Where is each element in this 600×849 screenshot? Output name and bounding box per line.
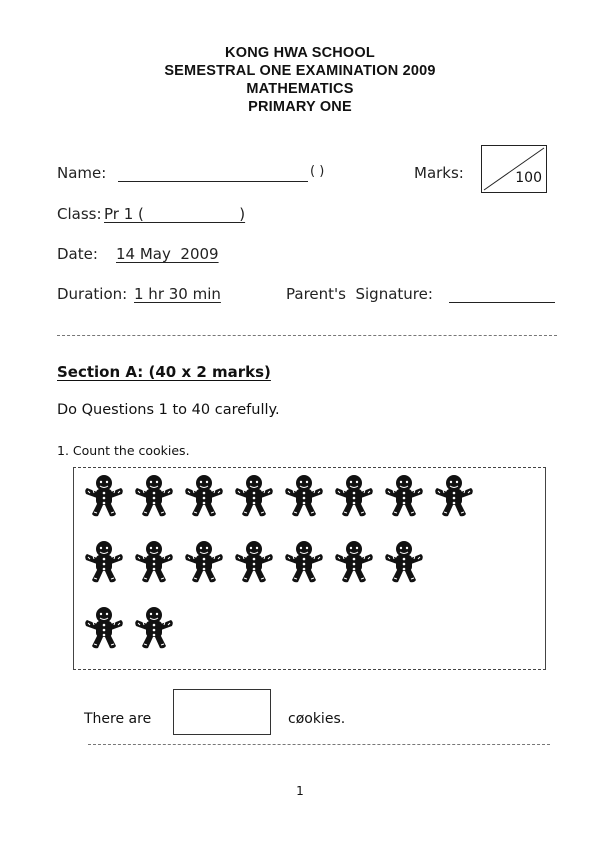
gingerbread-man-icon (134, 606, 174, 650)
question-separator-line (88, 744, 550, 745)
marks-box (481, 145, 547, 193)
page-number: 1 (296, 784, 304, 798)
answer-box[interactable] (173, 689, 271, 735)
question-1-prompt: 1. Count the cookies. (57, 443, 190, 458)
date-value: 14 May 2009 (116, 245, 219, 263)
gingerbread-man-icon (234, 474, 274, 518)
gingerbread-man-icon (84, 606, 124, 650)
class-value[interactable]: Pr 1 ( ) (104, 205, 246, 223)
subject-title: MATHEMATICS (246, 81, 354, 97)
gingerbread-man-icon (334, 540, 374, 584)
gingerbread-man-icon (384, 540, 424, 584)
gingerbread-man-icon (334, 474, 374, 518)
cookie-picture-box (73, 467, 546, 670)
answer-suffix: cøokies. (288, 711, 346, 727)
gingerbread-man-icon (134, 540, 174, 584)
exam-header (0, 44, 600, 116)
section-title: Section A: (40 x 2 marks) (57, 363, 271, 381)
answer-prefix: There are (84, 711, 152, 727)
separator-line (57, 335, 557, 336)
gingerbread-man-icon (284, 474, 324, 518)
signature-field[interactable] (449, 302, 555, 303)
gingerbread-man-icon (84, 540, 124, 584)
level-title: PRIMARY ONE (248, 99, 352, 115)
duration-label: Duration: (57, 285, 128, 303)
name-index-paren: ( ) (310, 164, 325, 179)
name-field[interactable] (118, 181, 308, 182)
marks-total: 100 (515, 170, 542, 186)
gingerbread-man-icon (184, 474, 224, 518)
exam-title: SEMESTRAL ONE EXAMINATION 2009 (164, 63, 436, 79)
school-name: KONG HWA SCHOOL (225, 45, 375, 61)
gingerbread-man-icon (284, 540, 324, 584)
class-label: Class: (57, 205, 102, 223)
marks-label: Marks: (414, 164, 464, 182)
section-instruction: Do Questions 1 to 40 carefully. (57, 402, 280, 418)
gingerbread-man-icon (434, 474, 474, 518)
date-label: Date: (57, 245, 98, 263)
name-label: Name: (57, 164, 107, 182)
gingerbread-man-icon (184, 540, 224, 584)
gingerbread-man-icon (384, 474, 424, 518)
gingerbread-man-icon (84, 474, 124, 518)
duration-value: 1 hr 30 min (134, 285, 221, 303)
signature-label: Parent's Signature: (286, 285, 433, 303)
gingerbread-man-icon (234, 540, 274, 584)
gingerbread-man-icon (134, 474, 174, 518)
